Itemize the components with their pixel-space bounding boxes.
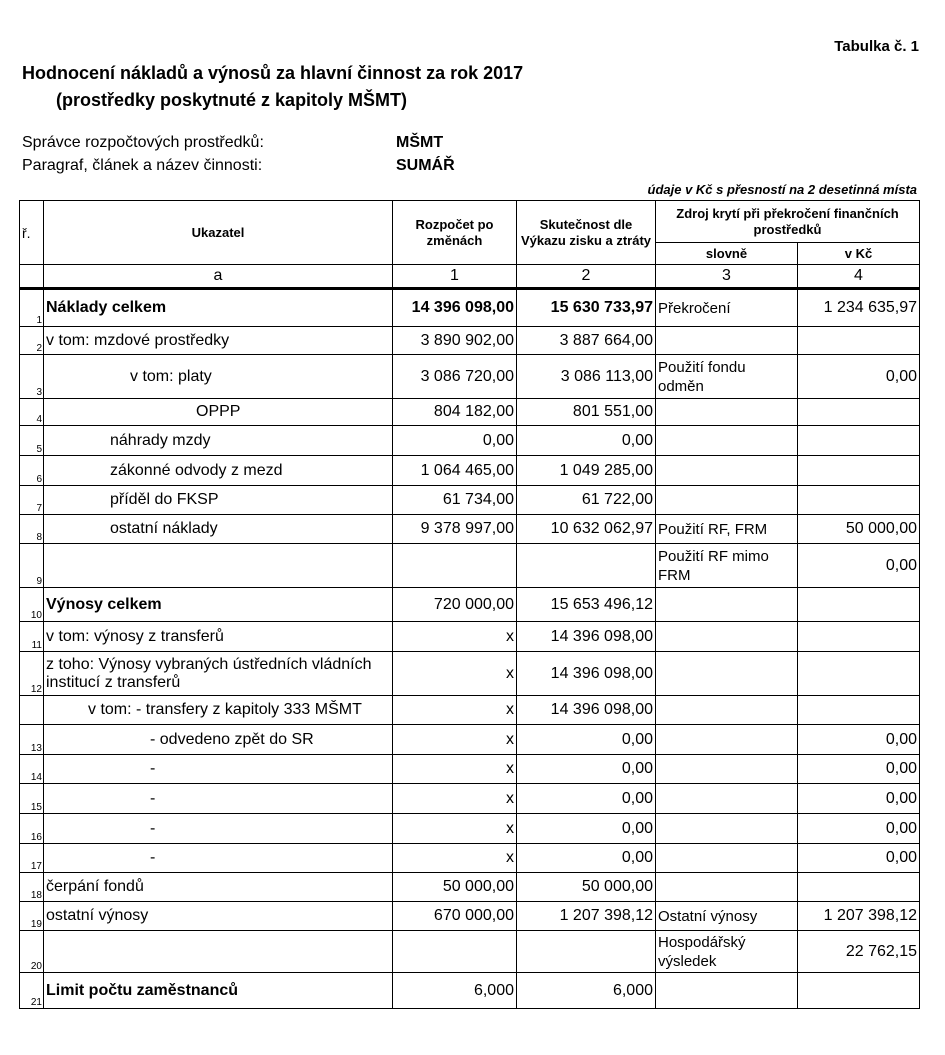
row-source-words: Použití fondu odměn: [656, 355, 798, 399]
row-source-amount: [798, 873, 920, 902]
row-actual: 0,00: [517, 844, 656, 873]
row-actual: 0,00: [517, 755, 656, 784]
row-actual: 0,00: [517, 784, 656, 814]
column-index-row: [20, 265, 920, 289]
units-note: údaje v Kč s přesností na 2 desetinná místa: [647, 182, 917, 197]
row-label: ostatní náklady: [44, 515, 393, 544]
table-row: [20, 544, 920, 588]
row-source-amount: 0,00: [798, 755, 920, 784]
table-row: [20, 873, 920, 902]
row-no: 1: [20, 289, 44, 327]
row-source-words: Hospodářský výsledek: [656, 931, 798, 973]
table-row: [20, 515, 920, 544]
admin-label: Správce rozpočtových prostředků:: [22, 134, 264, 151]
row-source-words: Použití RF mimo FRM: [656, 544, 798, 588]
table-row: [20, 426, 920, 456]
row-label: zákonné odvody z mezd: [44, 456, 393, 486]
row-actual: 14 396 098,00: [517, 696, 656, 725]
row-label: ostatní výnosy: [44, 902, 393, 931]
paragraph-label: Paragraf, článek a název činnosti:: [22, 157, 263, 174]
row-source-words: [656, 696, 798, 725]
row-source-amount: 0,00: [798, 844, 920, 873]
row-source-amount: 1 207 398,12: [798, 902, 920, 931]
row-label: -: [44, 755, 393, 784]
row-source-amount: 0,00: [798, 355, 920, 399]
row-source-words: [656, 426, 798, 456]
row-label: příděl do FKSP: [44, 486, 393, 515]
row-source-amount: [798, 652, 920, 696]
row-source-words: [656, 588, 798, 622]
row-no: 4: [20, 399, 44, 426]
index-4: 4: [798, 265, 920, 289]
row-no: 10: [20, 588, 44, 622]
row-source-amount: [798, 456, 920, 486]
row-actual: 14 396 098,00: [517, 652, 656, 696]
row-source-words: [656, 784, 798, 814]
row-actual: 61 722,00: [517, 486, 656, 515]
row-label: -: [44, 784, 393, 814]
table-number: Tabulka č. 1: [834, 38, 919, 55]
row-actual: 6,000: [517, 973, 656, 1009]
row-source-words: Překročení: [656, 289, 798, 327]
table-row: [20, 755, 920, 784]
row-source-amount: [798, 399, 920, 426]
row-actual: 1 207 398,12: [517, 902, 656, 931]
col-source-words: slovně: [656, 243, 798, 265]
table-row: [20, 652, 920, 696]
row-label: v tom: výnosy z transferů: [44, 622, 393, 652]
row-budget: x: [393, 814, 517, 844]
table-row: [20, 588, 920, 622]
row-label: čerpání fondů: [44, 873, 393, 902]
row-budget: 9 378 997,00: [393, 515, 517, 544]
row-no: 19: [20, 902, 44, 931]
table-row: [20, 784, 920, 814]
col-actual: Skutečnost dle Výkazu zisku a ztráty: [517, 201, 656, 265]
row-budget: 670 000,00: [393, 902, 517, 931]
col-indicator: Ukazatel: [44, 201, 393, 265]
row-no: 13: [20, 725, 44, 755]
row-budget: 61 734,00: [393, 486, 517, 515]
row-label: v tom: - transfery z kapitoly 333 MŠMT: [44, 696, 393, 725]
row-no: 15: [20, 784, 44, 814]
row-budget: x: [393, 652, 517, 696]
row-source-words: Ostatní výnosy: [656, 902, 798, 931]
table-row: [20, 725, 920, 755]
row-no: 2: [20, 327, 44, 355]
row-source-amount: [798, 622, 920, 652]
row-source-amount: 0,00: [798, 814, 920, 844]
row-actual: 50 000,00: [517, 873, 656, 902]
row-no: [20, 696, 44, 725]
row-source-words: [656, 725, 798, 755]
row-budget: 0,00: [393, 426, 517, 456]
table-row: [20, 456, 920, 486]
page-title: Hodnocení nákladů a výnosů za hlavní činnost za rok 2017: [22, 63, 524, 83]
row-actual: [517, 931, 656, 973]
row-no: 20: [20, 931, 44, 973]
row-budget: x: [393, 784, 517, 814]
row-budget: 804 182,00: [393, 399, 517, 426]
table-row: [20, 814, 920, 844]
col-source: Zdroj krytí při překročení finančních prostředků: [656, 201, 920, 243]
row-source-words: [656, 399, 798, 426]
row-label: Výnosy celkem: [44, 588, 393, 622]
table-row: [20, 844, 920, 873]
header-row: [20, 201, 920, 243]
col-budget: Rozpočet po změnách: [393, 201, 517, 265]
row-label: Náklady celkem: [44, 289, 393, 327]
row-source-words: [656, 814, 798, 844]
row-budget: 6,000: [393, 973, 517, 1009]
row-actual: 14 396 098,00: [517, 622, 656, 652]
row-source-words: [656, 873, 798, 902]
row-budget: 1 064 465,00: [393, 456, 517, 486]
row-source-words: [656, 844, 798, 873]
row-no: 14: [20, 755, 44, 784]
table-row: [20, 696, 920, 725]
row-label: - odvedeno zpět do SR: [44, 725, 393, 755]
row-actual: 15 653 496,12: [517, 588, 656, 622]
row-no: 12: [20, 652, 44, 696]
row-actual: 3 086 113,00: [517, 355, 656, 399]
row-budget: x: [393, 696, 517, 725]
row-source-words: [656, 622, 798, 652]
row-actual: 0,00: [517, 814, 656, 844]
row-source-amount: [798, 588, 920, 622]
row-source-amount: 22 762,15: [798, 931, 920, 973]
row-actual: [517, 544, 656, 588]
row-budget: 14 396 098,00: [393, 289, 517, 327]
row-source-amount: 1 234 635,97: [798, 289, 920, 327]
row-actual: 1 049 285,00: [517, 456, 656, 486]
row-no: 9: [20, 544, 44, 588]
row-source-amount: [798, 486, 920, 515]
row-source-words: [656, 973, 798, 1009]
row-budget: [393, 931, 517, 973]
row-actual: 0,00: [517, 725, 656, 755]
row-budget: x: [393, 844, 517, 873]
paragraph-value: SUMÁŘ: [396, 157, 455, 174]
row-source-amount: 50 000,00: [798, 515, 920, 544]
cost-revenue-table: [19, 200, 920, 1009]
row-budget: x: [393, 725, 517, 755]
row-label: -: [44, 814, 393, 844]
row-actual: 15 630 733,97: [517, 289, 656, 327]
row-no: 11: [20, 622, 44, 652]
row-source-words: Použití RF, FRM: [656, 515, 798, 544]
row-source-words: [656, 755, 798, 784]
row-source-amount: [798, 327, 920, 355]
row-budget: x: [393, 755, 517, 784]
row-source-words: [656, 652, 798, 696]
row-source-words: [656, 486, 798, 515]
row-budget: 3 086 720,00: [393, 355, 517, 399]
row-actual: 3 887 664,00: [517, 327, 656, 355]
col-row-no: ř.: [20, 201, 44, 265]
row-budget: 3 890 902,00: [393, 327, 517, 355]
row-source-words: [656, 327, 798, 355]
row-budget: [393, 544, 517, 588]
row-actual: 801 551,00: [517, 399, 656, 426]
table-row: [20, 327, 920, 355]
row-no: 5: [20, 426, 44, 456]
row-source-amount: 0,00: [798, 784, 920, 814]
row-source-amount: [798, 426, 920, 456]
row-source-words: [656, 456, 798, 486]
row-actual: 10 632 062,97: [517, 515, 656, 544]
row-no: 7: [20, 486, 44, 515]
index-3: 3: [656, 265, 798, 289]
row-source-amount: [798, 973, 920, 1009]
row-no: 16: [20, 814, 44, 844]
table-row: [20, 622, 920, 652]
row-source-amount: [798, 696, 920, 725]
index-2: 2: [517, 265, 656, 289]
admin-value: MŠMT: [396, 134, 444, 151]
table-row: [20, 486, 920, 515]
index-1: 1: [393, 265, 517, 289]
row-label: [44, 931, 393, 973]
row-source-amount: 0,00: [798, 725, 920, 755]
row-actual: 0,00: [517, 426, 656, 456]
table-row: [20, 973, 920, 1009]
table-row: [20, 399, 920, 426]
row-source-amount: 0,00: [798, 544, 920, 588]
row-label: v tom: platy: [44, 355, 393, 399]
row-label: [44, 544, 393, 588]
col-source-amount: v Kč: [798, 243, 920, 265]
table-row: [20, 931, 920, 973]
row-budget: 50 000,00: [393, 873, 517, 902]
row-label: náhrady mzdy: [44, 426, 393, 456]
row-no: 18: [20, 873, 44, 902]
index-empty: [20, 265, 44, 289]
row-no: 6: [20, 456, 44, 486]
row-budget: 720 000,00: [393, 588, 517, 622]
row-no: 8: [20, 515, 44, 544]
row-label: Limit počtu zaměstnanců: [44, 973, 393, 1009]
row-no: 21: [20, 973, 44, 1009]
row-no: 17: [20, 844, 44, 873]
page-subtitle: (prostředky poskytnuté z kapitoly MŠMT): [56, 90, 408, 110]
row-budget: x: [393, 622, 517, 652]
row-label: z toho: Výnosy vybraných ústředních vládních institucí z transferů: [44, 652, 393, 696]
table-row: [20, 289, 920, 327]
row-label: v tom: mzdové prostředky: [44, 327, 393, 355]
row-label: OPPP: [44, 399, 393, 426]
row-label: -: [44, 844, 393, 873]
row-no: 3: [20, 355, 44, 399]
index-a: a: [44, 265, 393, 289]
table-row: [20, 355, 920, 399]
table-row: [20, 902, 920, 931]
